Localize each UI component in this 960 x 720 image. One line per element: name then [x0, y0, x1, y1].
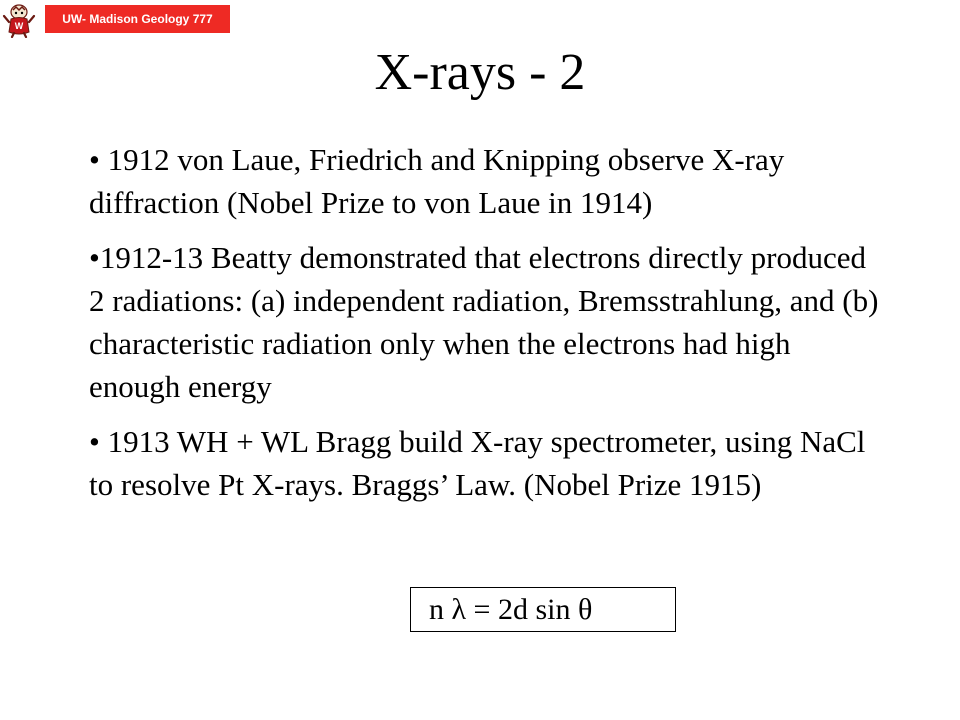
- slide-title: X-rays - 2: [374, 44, 586, 101]
- bullet-item: • 1912 von Laue, Friedrich and Knipping observe X-ray diffraction (Nobel Prize to von Laue in 1914): [89, 142, 785, 220]
- braggs-law-formula: n λ = 2d sin θ: [410, 587, 676, 632]
- course-badge: UW- Madison Geology 777: [45, 5, 230, 33]
- badger-mascot-icon: [2, 2, 36, 38]
- bullet-list: [89, 138, 879, 518]
- bullet-item: •1912-13 Beatty demonstrated that electrons directly produced 2 radiations: (a) independent radiation, Bremsstrahlung, and (b) characteristic radiation only when the electrons had high enough energy: [89, 240, 879, 404]
- bullet-item: • 1913 WH + WL Bragg build X-ray spectrometer, using NaCl to resolve Pt X-rays. Braggs’ Law. (Nobel Prize 1915): [89, 424, 866, 502]
- svg-text:W: W: [14, 21, 24, 31]
